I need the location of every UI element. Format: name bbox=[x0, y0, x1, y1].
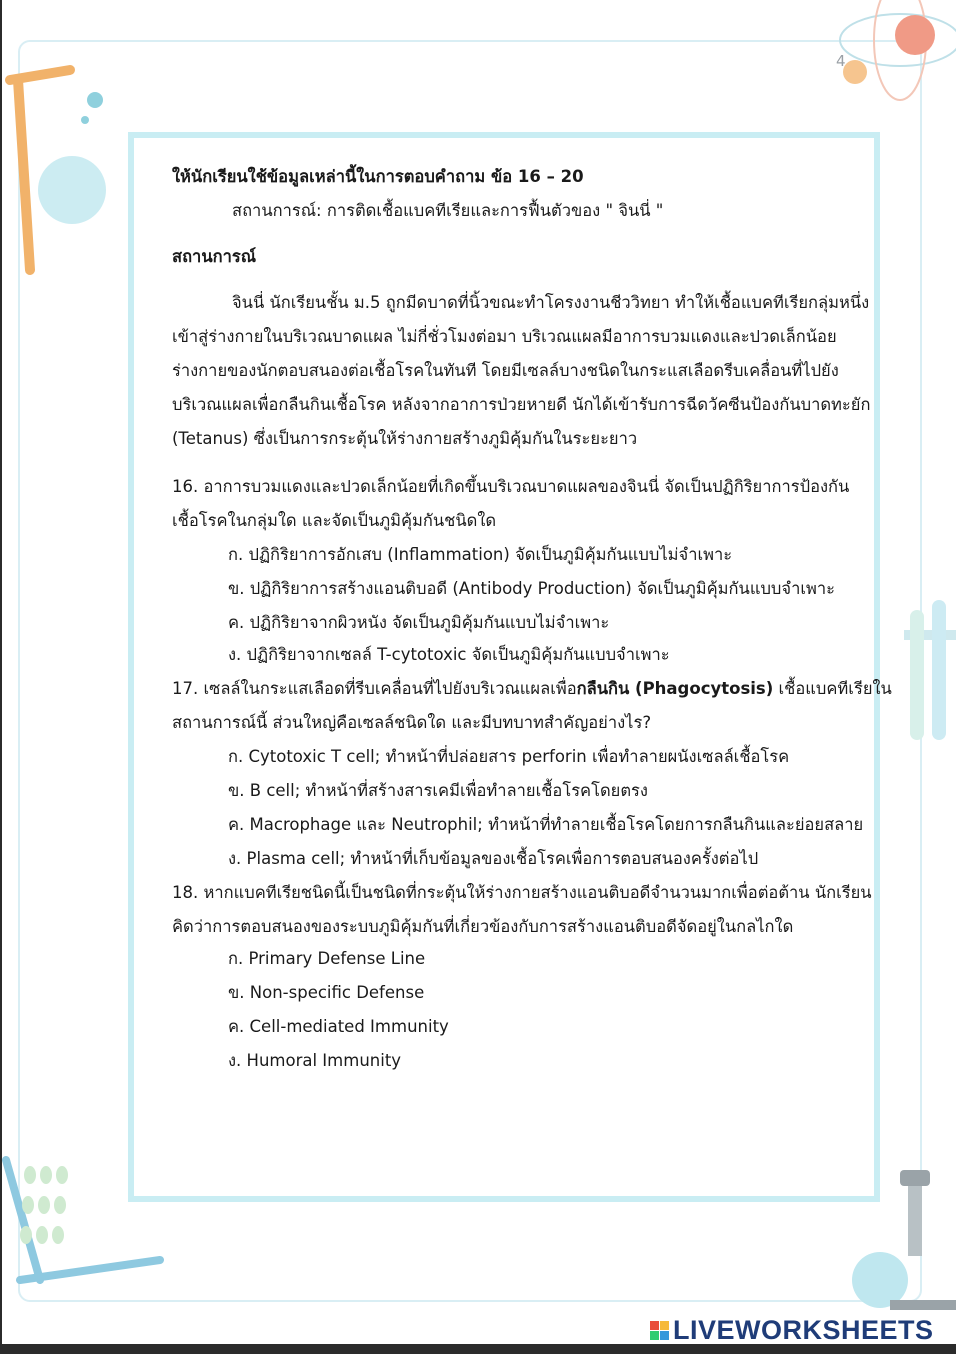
scenario-title: สถานการณ์: การติดเชื้อแบคทีเรียและการฟื้นตัวของ " จินนี่ " bbox=[232, 201, 664, 220]
question-18-text: คิดว่าการตอบสนองของระบบภูมิคุ้มกันที่เกี่ยวข้องกับการสร้างแอนติบอดีจัดอยู่ในกลไกใด bbox=[172, 917, 794, 936]
scenario-line: ร่างกายของนักตอบสนองต่อเชื้อโรคในทันที โดยมีเซลล์บางชนิดในกระแสเลือดรีบเคลื่อนที่ไปยัง bbox=[172, 361, 839, 380]
question-17-text: สถานการณ์นี้ ส่วนใหญ่คือเซลล์ชนิดใด และมีบทบาทสำคัญอย่างไร? bbox=[172, 713, 652, 732]
instruction-heading: ให้นักเรียนใช้ข้อมูลเหล่านี้ในการตอบคำถาม ข้อ 16 – 20 bbox=[172, 167, 584, 186]
scenario-heading: สถานการณ์ bbox=[172, 247, 257, 266]
scenario-line: เข้าสู่ร่างกายในบริเวณบาดแผล ไม่กี่ชั่วโมงต่อมา บริเวณแผลมีอาการบวมแดงและปวดเล็กน้อย bbox=[172, 327, 837, 346]
atom-illustration-icon bbox=[800, 0, 956, 120]
question-16-text: 16. อาการบวมแดงและปวดเล็กน้อยที่เกิดขึ้นบริเวณบาดแผลของจินนี่ จัดเป็นปฏิกิริยาการป้องกัน bbox=[172, 477, 850, 496]
question-17-text bbox=[172, 676, 892, 702]
q17-option-b[interactable]: ข. B cell; ทำหน้าที่สร้างสารเคมีเพื่อทำลายเชื้อโรคโดยตรง bbox=[228, 781, 648, 800]
question-18-text: 18. หากแบคทีเรียชนิดนี้เป็นชนิดที่กระตุ้นให้ร่างกายสร้างแอนติบอดีจำนวนมากเพื่อต่อต้าน นักเรียน bbox=[172, 883, 872, 902]
brand-name: LIVEWORKSHEETS bbox=[673, 1314, 934, 1345]
liveworksheets-logo bbox=[650, 1316, 934, 1344]
question-16-text: เชื้อโรคในกลุ่มใด และจัดเป็นภูมิคุ้มกันชนิดใด bbox=[172, 511, 497, 530]
question-17-text-end: เชื้อแบคทีเรียใน bbox=[773, 679, 892, 698]
q17-option-c[interactable]: ค. Macrophage และ Neutrophil; ทำหน้าที่ทำลายเชื้อโรคโดยการกลืนกินและย่อยสลาย bbox=[228, 815, 864, 834]
q17-option-d[interactable]: ง. Plasma cell; ทำหน้าที่เก็บข้อมูลของเชื้อโรคเพื่อการตอบสนองครั้งต่อไป bbox=[228, 849, 759, 868]
q18-option-d[interactable]: ง. Humoral Immunity bbox=[228, 1051, 402, 1070]
q18-option-b[interactable]: ข. Non-specific Defense bbox=[228, 983, 425, 1002]
question-17-emphasis: กลืนกิน (Phagocytosis) bbox=[576, 679, 774, 698]
bottom-bar bbox=[0, 1344, 956, 1354]
scenario-line: บริเวณแผลเพื่อกลืนกินเชื้อโรค หลังจากอาการป่วยหายดี นักได้เข้ารับการฉีดวัคซีนป้องกันบาดทะยัก bbox=[172, 395, 871, 414]
q16-option-d[interactable]: ง. ปฏิกิริยาจากเซลล์ T-cytotoxic จัดเป็นภูมิคุ้มกันแบบจำเพาะ bbox=[228, 645, 670, 664]
liveworksheets-mark-icon bbox=[650, 1321, 669, 1340]
scenario-line: จินนี่ นักเรียนชั้น ม.5 ถูกมีดบาดที่นิ้วขณะทำโครงงานชีววิทยา ทำให้เชื้อแบคทีเรียกลุ่มหนึ่ง bbox=[232, 293, 870, 312]
q18-option-c[interactable]: ค. Cell-mediated Immunity bbox=[228, 1017, 449, 1036]
flask-illustration-icon bbox=[0, 40, 120, 280]
q16-option-b[interactable]: ข. ปฏิกิริยาการสร้างแอนติบอดี (Antibody Production) จัดเป็นภูมิคุ้มกันแบบจำเพาะ bbox=[228, 579, 835, 598]
q18-option-a[interactable]: ก. Primary Defense Line bbox=[228, 949, 426, 968]
q17-option-a[interactable]: ก. Cytotoxic T cell; ทำหน้าที่ปล่อยสาร perforin เพื่อทำลายผนังเซลล์เชื้อโรค bbox=[228, 747, 790, 766]
page-number: 4 bbox=[836, 52, 846, 70]
q16-option-a[interactable]: ก. ปฏิกิริยาการอักเสบ (Inflammation) จัดเป็นภูมิคุ้มกันแบบไม่จำเพาะ bbox=[228, 545, 733, 564]
scenario-line: (Tetanus) ซึ่งเป็นการกระตุ้นให้ร่างกายสร้างภูมิคุ้มกันในระยะยาว bbox=[172, 429, 638, 448]
question-17-text-start: 17. เซลล์ในกระแสเลือดที่รีบเคลื่อนที่ไปยังบริเวณแผลเพื่อ bbox=[172, 679, 577, 698]
q16-option-c[interactable]: ค. ปฏิกิริยาจากผิวหนัง จัดเป็นภูมิคุ้มกันแบบไม่จำเพาะ bbox=[228, 613, 610, 632]
